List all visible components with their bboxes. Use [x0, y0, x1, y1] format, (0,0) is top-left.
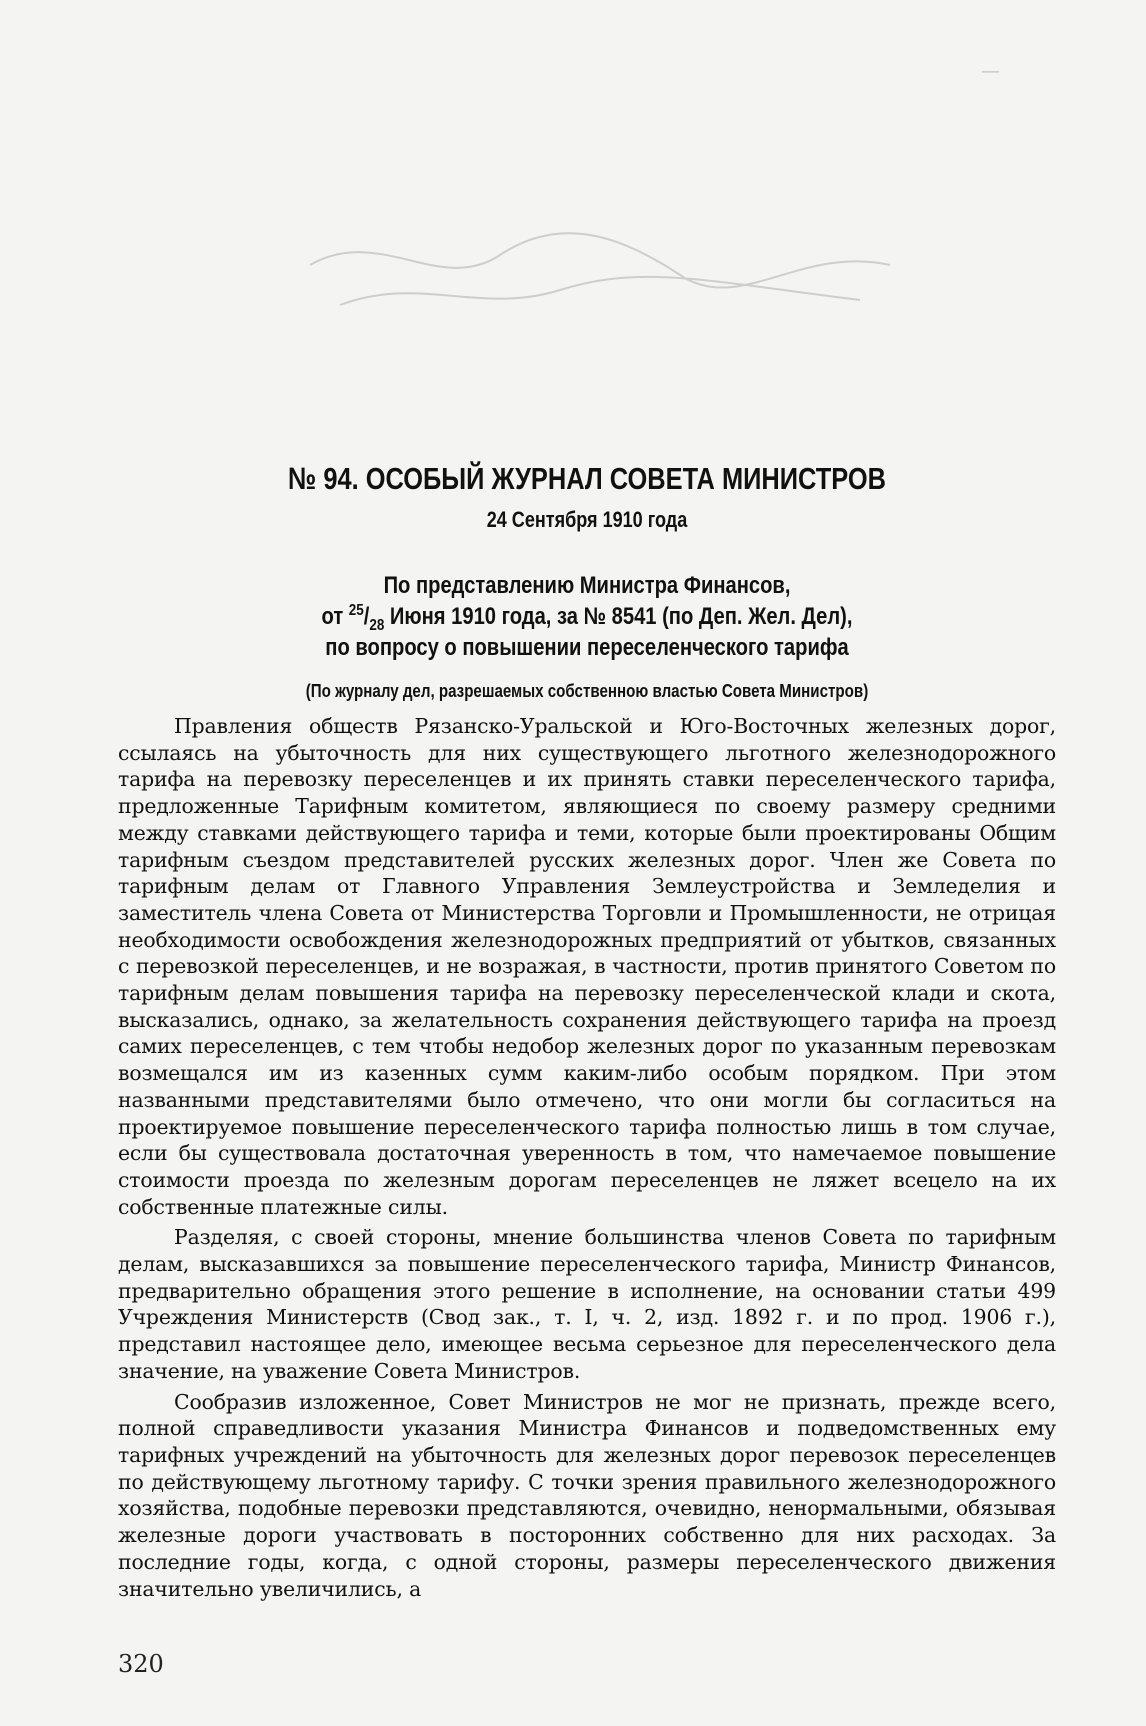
subject-line-2-prefix: от: [321, 603, 349, 630]
document-subject: [193, 570, 981, 663]
date-fraction-numerator: 25: [348, 602, 364, 619]
journal-note: (По журналу дел, разрешаемых собственною властью Совета Министров): [305, 681, 869, 701]
body-text: [118, 713, 1056, 1602]
subject-line-3: по вопросу о повышении переселенческого тарифа: [325, 634, 849, 661]
paragraph: Разделяя, с своей стороны, мнение большинства членов Совета по тарифным делам, высказавшихся за повышение переселенческого тарифа, Министр Финансов, предварительно обращения этого решение в исполнение, на основании статьи 499 Учреждения Министерств (Свод зак., т. I, ч. 2, изд. 1892 г. и по прод. 1906 г.), представил настоящее дело, имеющее весьма серьезное для переселенческого дела значение, на уважение Совета Министров.: [118, 1225, 1056, 1383]
page-number: 320: [118, 1650, 164, 1678]
date-fraction-slash: /: [363, 603, 370, 630]
show-through-text: —: [981, 60, 1000, 82]
document-date: 24 Сентября 1910 года: [486, 507, 688, 532]
show-through-signature: [300, 205, 900, 325]
paragraph: Правления обществ Рязанско-Уральской и Юго-Восточных железных дорог, ссылаясь на убыточность для них существующего льготного железнодорожного тарифа на перевозку переселенцев и их принять ставки переселенческого тарифа, предложенные Тарифным комитетом, являющиеся по своему размеру средними между ставками действующего тарифа и теми, которые были проектированы Общим тарифным съездом представителей русских железных дорог. Член же Совета по тарифным делам от Главного Управления Землеустройства и Земледелия и заместитель члена Совета от Министерства Торговли и Промышленности, не отрицая необходимости освобождения железнодорожных предприятий от убытков, связанных с перевозкой переселенцев, и не возражая, в частности, против принятого Советом по тарифным делам повышения тарифа на перевозку переселенческой клади и скота, высказались, однако, за желательность сохранения действующего тарифа на проезд самих переселенцев, с тем чтобы недобор железных дорог по указанным перевозкам возмещался им из казенных сумм каким-либо особым порядком. При этом названными представителями было отмечено, что они могли бы согласиться на проектируемое повышение переселенческого тарифа полностью лишь в том случае, если бы существовала достаточная уверенность в том, что намечаемое повышение стоимости проезда по железным дорогам переселенцев не ляжет всецело на их собственные платежные силы.: [118, 714, 1056, 1219]
subject-line-2-rest: Июня 1910 года, за № 8541 (по Деп. Жел. Дел),: [384, 603, 853, 630]
date-fraction-denominator: 28: [369, 616, 385, 634]
subject-line-1: По представлению Министра Финансов,: [383, 572, 791, 599]
document-title: № 94. ОСОБЫЙ ЖУРНАЛ СОВЕТА МИНИСТРОВ: [287, 461, 887, 496]
paragraph: Сообразив изложенное, Совет Министров не мог не признать, прежде всего, полной справедливости указания Министра Финансов и подведомственных ему тарифных учреждений на убыточность для железных дорог перевозок переселенцев по действующему льготному тарифу. С точки зрения правильного железнодорожного хозяйства, подобные перевозки представляются, очевидно, ненормальными, обязывая железные дороги участвовать в посторонних собственно для них расходах. За последние годы, когда, с одной стороны, размеры переселенческого движения значительно увеличились, а: [118, 1389, 1056, 1601]
subject-line-2: [193, 601, 981, 632]
document-content: [118, 460, 1056, 1606]
